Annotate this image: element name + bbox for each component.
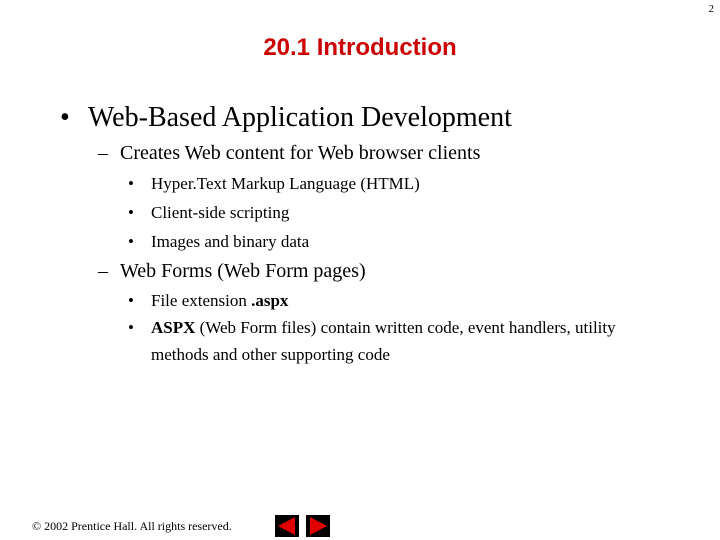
copyright-text: 2002 Prentice Hall. All rights reserved. [41,519,232,533]
dash-marker: – [98,260,108,282]
bullet-dot: • [128,203,134,222]
bullet-dot: • [128,174,134,193]
copyright-notice [32,519,232,534]
slide-title: 20.1 Introduction [263,34,457,61]
list-item-text [151,314,661,368]
list-item [128,199,668,226]
item-bold: .aspx [251,291,289,310]
item-bold: ASPX [151,318,196,337]
list-item-text [151,287,661,314]
item-rest: (Web Form files) contain written code, event handlers, utility methods and other supporting code [151,318,616,364]
sub-bullet-1 [98,141,480,165]
bullet-dot: • [128,232,134,251]
copyright-icon: © [32,519,42,533]
bullet-dot: • [128,291,134,310]
bullet-main [60,101,512,135]
list-item [128,228,668,255]
page-number: 2 [708,3,714,15]
sub-bullet-2-text: Web Forms (Web Form pages) [120,260,366,282]
dash-marker: – [98,142,108,164]
bullet-dot: • [128,318,134,337]
list-item [128,287,668,314]
list-item-text: Hyper.Text Markup Language (HTML) [151,174,420,193]
bullet-main-text: Web-Based Application Development [88,102,512,133]
sub-bullet-1-text: Creates Web content for Web browser clients [120,142,481,164]
item-prefix: File extension [151,291,252,310]
bullet-dot: • [60,102,70,133]
right-arrow-icon[interactable] [306,515,330,537]
left-arrow-icon[interactable] [275,515,299,537]
sub-bullet-2 [98,259,366,283]
list-item-text: Images and binary data [151,232,310,251]
list-item-text: Client-side scripting [151,203,290,222]
list-item [128,314,668,368]
list-item [128,170,668,197]
